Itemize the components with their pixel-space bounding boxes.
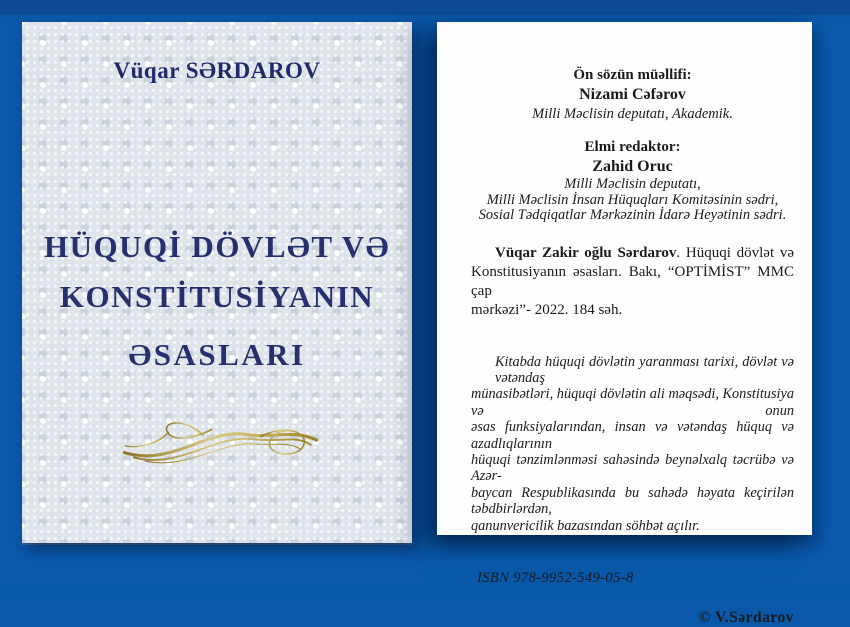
gold-flourish-icon xyxy=(117,417,322,467)
biblio-line-3: mərkəzi”- 2022. 184 səh. xyxy=(471,301,623,318)
editor-role-1: Milli Məclisin deputatı, xyxy=(564,176,701,192)
biblio-author-bold: Vüqar Zakir oğlu Sərdarov xyxy=(495,244,677,261)
cover-title-line-3: ƏSASLARI xyxy=(128,337,306,372)
copyright-notice: © V.Sərdarov xyxy=(698,608,794,626)
biblio-line-2: Konstitusiyanın əsasları. Bakı, “OPTİMİST” MMC çap xyxy=(471,263,794,299)
biblio-line-1-rest: . Hüquqi dövlət və xyxy=(676,244,795,261)
editor-roles xyxy=(471,177,794,224)
book-front-cover xyxy=(22,22,412,543)
biblio-line-1 xyxy=(471,244,794,263)
foreword-author-name: Nizami Cəfərov xyxy=(579,86,686,103)
abstract-line-2: münasibətləri, hüquqi dövlətin ali məqsədi, Konstitusiya və onun xyxy=(471,386,794,419)
abstract-line-3: əsas funksiyalarından, insan və vətəndaş hüquq və azadlıqlarının xyxy=(471,419,794,452)
cover-book-title xyxy=(22,222,412,380)
editor-role-3: Sosial Tədqiqatlar Mərkəzinin İdarə Heyətinin sədri. xyxy=(478,207,787,223)
abstract-line-1: Kitabda hüquqi dövlətin yaranması tarixi, dövlət və vətəndaş xyxy=(495,353,794,386)
cover-author-name: Vüqar SƏRDAROV xyxy=(113,58,321,83)
editor-name: Zahid Oruc xyxy=(592,158,673,175)
cover-title-line-1: HÜQUQİ DÖVLƏT VƏ xyxy=(44,229,390,264)
editor-heading: Elmi redaktor: xyxy=(584,139,681,155)
foreword-author-role: Milli Məclisin deputatı, Akademik. xyxy=(532,106,733,122)
abstract-line-6: qanunvericilik bazasından söhbət açılır. xyxy=(471,517,700,534)
cover-title-line-2: KONSTİTUSİYANIN xyxy=(59,279,375,314)
book-abstract xyxy=(471,354,794,534)
bibliographic-record xyxy=(471,244,794,320)
editor-role-2: Milli Məclisin İnsan Hüquqları Komitəsinin sədri, xyxy=(486,191,779,208)
abstract-line-4: hüquqi tənzimlənməsi sahəsində beynəlxalq təcrübə və Azər- xyxy=(471,451,794,485)
isbn-number: ISBN 978-9952-549-05-8 xyxy=(477,569,634,586)
abstract-line-5: baycan Respublikasında bu sahədə həyata keçirilən təbdbirlərdən, xyxy=(471,484,794,518)
book-imprint-page xyxy=(437,22,812,626)
foreword-heading: Ön sözün müəllifi: xyxy=(573,67,692,83)
credits-block xyxy=(471,66,794,224)
top-border-bar xyxy=(0,0,850,15)
